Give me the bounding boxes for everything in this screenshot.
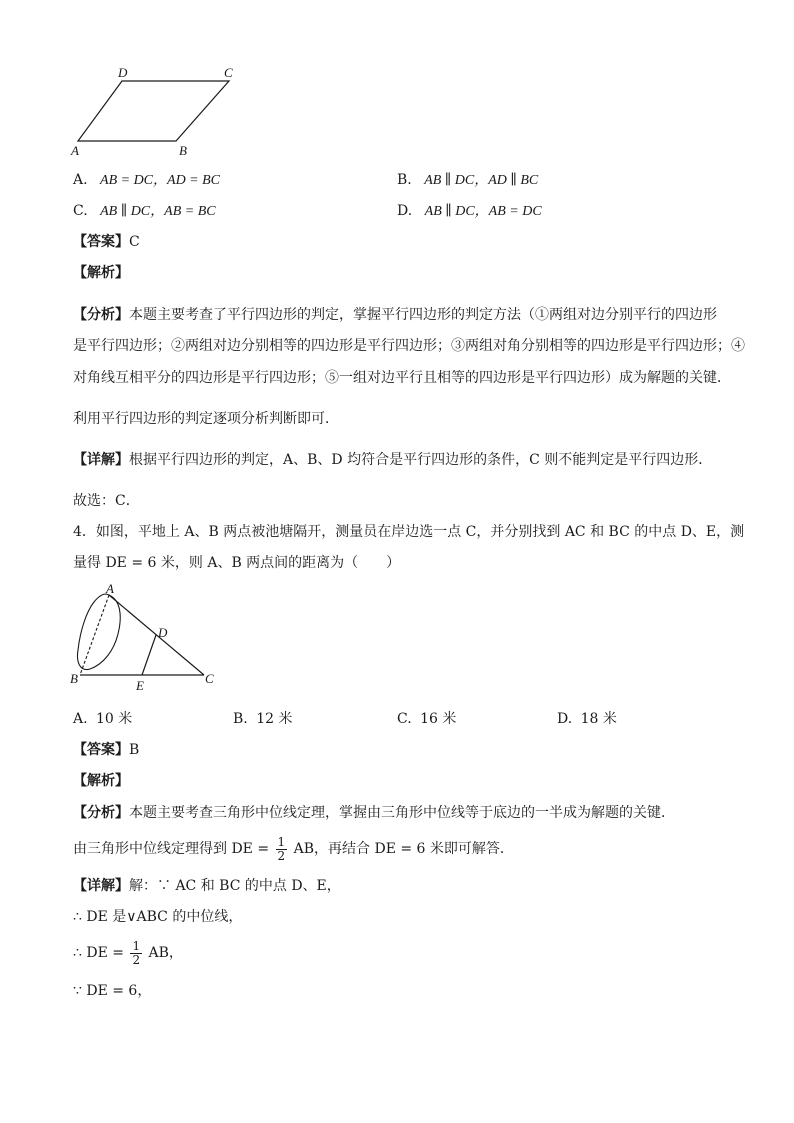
q4-method-pre: 由三角形中位线定理得到 DE =: [73, 841, 270, 857]
q4-option-b-text: 12 米: [256, 711, 293, 727]
q3-option-d-text: AB ∥ DC，AB = DC: [424, 204, 542, 219]
q4-fenxi-text: 本题主要考查三角形中位线定理，掌握由三角形中位线等于底边的一半成为解题的关键．: [129, 805, 675, 821]
q4-fenxi: [73, 803, 675, 823]
q4-option-a: [73, 709, 132, 729]
point-label-b: B: [70, 671, 78, 686]
q3-option-d: [397, 201, 542, 222]
q4-option-d-text: 18 米: [580, 711, 617, 727]
q3-fenxi-line-3: 对角线互相平分的四边形是平行四边形；⑤一组对边平行且相等的四边形是平行四边形）成为解题的关键．: [73, 370, 731, 386]
q4-option-a-key: A.: [73, 711, 88, 727]
q4-option-a-text: 10 米: [96, 711, 133, 727]
q4-option-b-key: B.: [233, 711, 248, 727]
point-label-c: C: [205, 671, 214, 686]
q3-answer-value: C: [129, 234, 140, 250]
q3-option-a-key: A.: [73, 172, 88, 188]
q4-stem-line-1: 4．如图，平地上 A、B 两点被池塘隔开，测量员在岸边选一点 C，并分别找到 AC 和 BC 的中点 D、E，测: [73, 524, 745, 540]
q4-step-2-fraction-num: 1: [132, 938, 141, 953]
q3-method-line: 利用平行四边形的判定逐项分析判断即可．: [73, 411, 339, 427]
q3-fenxi-label: 【分析】: [73, 307, 129, 323]
q3-option-a-text: AB = DC，AD = BC: [100, 173, 221, 188]
midline-de: [142, 635, 156, 675]
triangle-pond-figure: [64, 582, 224, 694]
q4-method-line: [73, 834, 514, 864]
triangle-side-ab: [80, 595, 109, 675]
q4-method-fraction-num: 1: [277, 834, 286, 849]
q3-option-a: [73, 170, 220, 191]
q4-detail: [73, 876, 341, 896]
q3-conclusion: 故选：C．: [73, 493, 140, 509]
q4-step-1: ∴ DE 是∨ABC 的中位线，: [73, 909, 243, 925]
parallelogram-figure: [66, 62, 246, 158]
q4-stem-line-2: 量得 DE = 6 米，则 A、B 两点间的距离为（ ）: [73, 555, 401, 571]
q4-detail-text: 解：∵ AC 和 BC 的中点 D、E，: [129, 878, 341, 894]
q4-answer: [73, 740, 139, 760]
point-label-d: D: [158, 625, 168, 640]
parallelogram-shape: [78, 81, 229, 141]
q3-option-b: [397, 170, 538, 191]
q4-answer-value: B: [129, 742, 140, 758]
vertex-label-b: B: [179, 143, 187, 158]
q4-step-2-fraction: [130, 940, 142, 967]
q4-analysis-label: 【解析】: [73, 773, 129, 789]
q3-fenxi-line-1: [73, 305, 717, 325]
q4-step-3: ∵ DE = 6，: [73, 983, 152, 999]
q4-answer-label: 【答案】: [73, 742, 129, 758]
point-label-e: E: [136, 678, 144, 693]
q3-option-b-text: AB ∥ DC，AD ∥ BC: [424, 173, 539, 188]
q4-method-mid: AB，再结合 DE = 6 米即可解答．: [293, 841, 514, 857]
q4-step-2-pre: ∴ DE =: [73, 945, 124, 961]
q4-detail-label: 【详解】: [73, 878, 129, 894]
q4-option-d-key: D.: [557, 711, 573, 727]
q4-option-b: [233, 709, 292, 729]
q3-option-c-key: C.: [73, 203, 88, 219]
q4-method-fraction: [276, 836, 288, 863]
q3-analysis-label: 【解析】: [73, 265, 129, 281]
q3-detail-label: 【详解】: [73, 452, 129, 468]
pond-outline: [78, 594, 121, 670]
q4-step-2-post: AB，: [148, 945, 183, 961]
q3-detail: [73, 450, 712, 470]
q3-detail-text: 根据平行四边形的判定，A、B、D 均符合是平行四边形的条件，C 则不能判定是平行四边形．: [129, 452, 713, 468]
q4-method-fraction-den: 2: [277, 848, 286, 863]
q4-option-d: [557, 709, 617, 729]
triangle-side-ac: [109, 595, 204, 675]
q3-answer: [73, 232, 140, 252]
q3-option-d-key: D.: [397, 203, 413, 219]
q3-option-b-key: B.: [397, 172, 412, 188]
q4-fenxi-label: 【分析】: [73, 805, 129, 821]
q3-option-c-text: AB ∥ DC，AB = BC: [100, 204, 216, 219]
q4-option-c-text: 16 米: [420, 711, 457, 727]
point-label-a: A: [106, 582, 114, 596]
q4-step-2: [73, 938, 183, 968]
q3-fenxi-text-1: 本题主要考查了平行四边形的判定，掌握平行四边形的判定方法（①两组对边分别平行的四边形: [129, 307, 717, 323]
q4-step-2-fraction-den: 2: [132, 952, 141, 967]
vertex-label-a: A: [71, 143, 79, 158]
q4-option-c: [397, 709, 456, 729]
vertex-label-c: C: [224, 65, 233, 80]
q3-answer-label: 【答案】: [73, 234, 129, 250]
q4-option-c-key: C.: [397, 711, 412, 727]
q3-fenxi-line-2: 是平行四边形；②两组对边分别相等的四边形是平行四边形；③两组对角分别相等的四边形是平行四边形；④: [73, 338, 745, 354]
q3-option-c: [73, 201, 216, 222]
vertex-label-d: D: [118, 65, 128, 80]
